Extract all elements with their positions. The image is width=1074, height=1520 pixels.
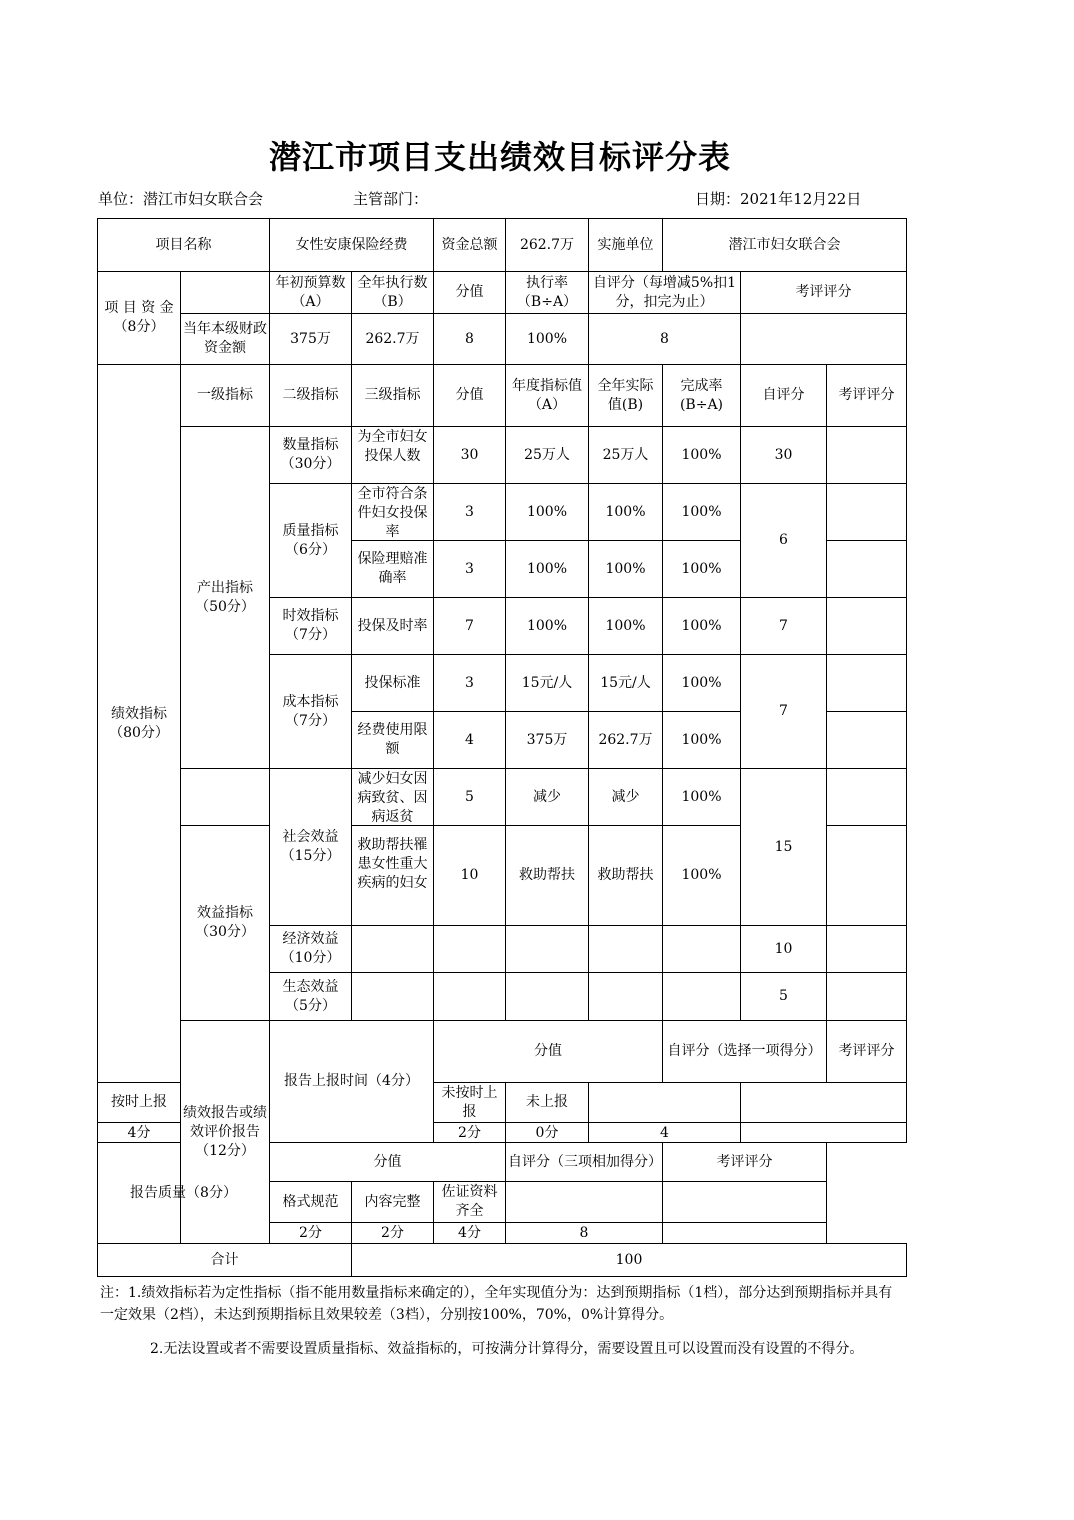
perf-review xyxy=(827,926,907,973)
perf-l3: 投保及时率 xyxy=(352,598,434,655)
report-qv-content: 2分 xyxy=(352,1223,434,1244)
perf-h-l1: 一级指标 xyxy=(181,365,270,427)
project-row xyxy=(98,219,907,272)
perf-l3-text: 救助帮扶罹患女性重大疾病的妇女 xyxy=(357,836,428,891)
funds-h-self: 自评分（每增减5%扣1分，扣完为止） xyxy=(589,272,741,314)
table-row xyxy=(98,769,907,826)
perf-review xyxy=(827,484,907,541)
dept-label: 主管部门： xyxy=(353,190,429,208)
note-2: 2.无法设置或者不需要设置质量指标、效益指标的，可按满分计算得分，需要设置且可以设置而没有设置的不得分。 xyxy=(150,1341,864,1357)
perf-l1-blank xyxy=(181,769,270,826)
perf-l2: 生态效益（5分） xyxy=(270,973,352,1021)
perf-score xyxy=(434,973,506,1021)
report-opt-ontime: 按时上报 xyxy=(98,1083,181,1123)
perf-l2: 社会效益（15分） xyxy=(270,769,352,926)
report-q-content: 内容完整 xyxy=(352,1182,434,1223)
perf-target: 375万 xyxy=(506,712,589,769)
report-time-h-score: 分值 xyxy=(434,1021,663,1083)
report-val-late: 2分 xyxy=(434,1123,506,1143)
perf-score: 30 xyxy=(434,427,506,484)
perf-self: 15 xyxy=(741,769,827,926)
perf-rate: 100% xyxy=(663,655,741,712)
impl-unit: 潜江市妇女联合会 xyxy=(663,219,907,272)
funds-self: 8 xyxy=(589,314,741,365)
report-time-review-blank xyxy=(741,1083,907,1123)
project-name: 女性安康保险经费 xyxy=(270,219,434,272)
perf-score: 7 xyxy=(434,598,506,655)
perf-review xyxy=(827,769,907,826)
perf-review xyxy=(827,427,907,484)
perf-review xyxy=(827,826,907,926)
funds-score: 8 xyxy=(434,314,506,365)
perf-l3 xyxy=(352,484,434,541)
score-table xyxy=(97,218,907,1277)
perf-target xyxy=(506,973,589,1021)
perf-h-score: 分值 xyxy=(434,365,506,427)
perf-self: 7 xyxy=(741,655,827,769)
perf-self: 5 xyxy=(741,973,827,1021)
perf-review xyxy=(827,973,907,1021)
report-time-header-row xyxy=(98,1021,907,1083)
perf-review xyxy=(827,598,907,655)
funds-row-label: 当年本级财政资金额 xyxy=(181,314,270,365)
funds-blank xyxy=(181,272,270,314)
date-label: 日期：2021年12月22日 xyxy=(695,190,862,208)
perf-score: 10 xyxy=(434,826,506,926)
perf-rate xyxy=(663,973,741,1021)
report-quality-label: 报告质量（8分） xyxy=(98,1143,270,1244)
perf-target: 25万人 xyxy=(506,427,589,484)
perf-l3-text: 为全市妇女投保人数 xyxy=(357,429,428,464)
perf-rate: 100% xyxy=(663,769,741,826)
perf-actual: 救助帮扶 xyxy=(589,826,663,926)
report-q-format: 格式规范 xyxy=(270,1182,352,1223)
table-row xyxy=(98,427,907,484)
perf-l3: 保险理赔准确率 xyxy=(352,541,434,598)
perf-h-self: 自评分 xyxy=(741,365,827,427)
page-title: 潜江市项目支出绩效目标评分表 xyxy=(268,138,731,176)
perf-review xyxy=(827,712,907,769)
report-quality-h-self: 自评分（三项相加得分） xyxy=(506,1143,663,1182)
perf-score: 3 xyxy=(434,484,506,541)
perf-header-row xyxy=(98,365,907,427)
funds-h-exec: 全年执行数（B） xyxy=(352,272,434,314)
funds-value-row xyxy=(98,314,907,365)
perf-l2: 质量指标（6分） xyxy=(270,484,352,598)
report-quality-h-review: 考评评分 xyxy=(663,1143,827,1182)
perf-actual: 15元/人 xyxy=(589,655,663,712)
perf-self: 10 xyxy=(741,926,827,973)
report-time-h-self: 自评分（选择一项得分） xyxy=(663,1021,827,1083)
report-quality-self: 8 xyxy=(506,1223,663,1244)
perf-score: 4 xyxy=(434,712,506,769)
funds-header-row xyxy=(98,272,907,314)
perf-l3 xyxy=(352,973,434,1021)
project-name-label: 项目名称 xyxy=(98,219,270,272)
total-value: 100 xyxy=(352,1244,907,1277)
perf-self: 30 xyxy=(741,427,827,484)
perf-rate: 100% xyxy=(663,598,741,655)
perf-target: 15元/人 xyxy=(506,655,589,712)
perf-target: 救助帮扶 xyxy=(506,826,589,926)
perf-rate: 100% xyxy=(663,712,741,769)
perf-h-l3: 三级指标 xyxy=(352,365,434,427)
perf-review xyxy=(827,655,907,712)
perf-rate: 100% xyxy=(663,541,741,598)
perf-h-l2: 二级指标 xyxy=(270,365,352,427)
perf-target: 减少 xyxy=(506,769,589,826)
perf-self: 7 xyxy=(741,598,827,655)
perf-l3-text: 全市符合条件妇女投保率 xyxy=(357,486,428,539)
perf-review xyxy=(827,541,907,598)
report-label: 绩效报告或绩效评价报告（12分） xyxy=(181,1021,270,1244)
impl-label: 实施单位 xyxy=(589,219,663,272)
output-label: 产出指标（50分） xyxy=(181,427,270,769)
funds-exec: 262.7万 xyxy=(352,314,434,365)
report-q-evidence: 佐证资料齐全 xyxy=(434,1182,506,1223)
perf-score: 5 xyxy=(434,769,506,826)
funds-h-rate: 执行率（B÷A） xyxy=(506,272,589,314)
perf-rate: 100% xyxy=(663,427,741,484)
perf-l3: 经费使用限额 xyxy=(352,712,434,769)
report-qv-evidence: 4分 xyxy=(434,1223,506,1244)
perf-h-rate: 完成率(B÷A) xyxy=(663,365,741,427)
perf-l3-text: 减少妇女因病致贫、因病返贫 xyxy=(357,771,428,824)
perf-actual: 100% xyxy=(589,541,663,598)
total-label: 资金总额 xyxy=(434,219,506,272)
perf-h-target: 年度指标值（A） xyxy=(506,365,589,427)
perf-score xyxy=(434,926,506,973)
perf-target: 100% xyxy=(506,484,589,541)
total-value: 262.7万 xyxy=(506,219,589,272)
report-time-review xyxy=(741,1123,907,1143)
perf-target xyxy=(506,926,589,973)
perf-actual xyxy=(589,926,663,973)
report-time-h-review: 考评评分 xyxy=(827,1021,907,1083)
perf-l2: 数量指标（30分） xyxy=(270,427,352,484)
report-time-self-blank xyxy=(589,1083,741,1123)
perf-l3 xyxy=(352,427,434,484)
total-label: 合计 xyxy=(98,1244,352,1277)
report-val-ontime: 4分 xyxy=(98,1123,181,1143)
funds-budget: 375万 xyxy=(270,314,352,365)
perf-l2: 时效指标（7分） xyxy=(270,598,352,655)
perf-actual: 262.7万 xyxy=(589,712,663,769)
perf-actual xyxy=(589,973,663,1021)
perf-l3 xyxy=(352,826,434,926)
perf-l2: 成本指标（7分） xyxy=(270,655,352,769)
perf-h-review: 考评评分 xyxy=(827,365,907,427)
report-val-none: 0分 xyxy=(506,1123,589,1143)
perf-h-actual: 全年实际值(B) xyxy=(589,365,663,427)
report-quality-h-score: 分值 xyxy=(270,1143,506,1182)
report-qv-format: 2分 xyxy=(270,1223,352,1244)
perf-rate: 100% xyxy=(663,484,741,541)
perf-self: 6 xyxy=(741,484,827,598)
perf-score: 3 xyxy=(434,541,506,598)
report-quality-review-blank xyxy=(663,1182,827,1223)
report-time-self: 4 xyxy=(589,1123,741,1143)
report-opt-none: 未上报 xyxy=(506,1083,589,1123)
perf-score: 3 xyxy=(434,655,506,712)
funds-h-review: 考评评分 xyxy=(741,272,907,314)
perf-l3 xyxy=(352,769,434,826)
unit-label: 单位：潜江市妇女联合会 xyxy=(98,190,264,208)
report-quality-review xyxy=(663,1223,827,1244)
perf-label: 绩效指标（80分） xyxy=(98,365,181,1083)
perf-actual: 25万人 xyxy=(589,427,663,484)
funds-h-score: 分值 xyxy=(434,272,506,314)
report-quality-self-blank xyxy=(506,1182,663,1223)
total-row xyxy=(98,1244,907,1277)
report-time-label: 报告上报时间（4分） xyxy=(270,1021,434,1143)
benefit-label: 效益指标（30分） xyxy=(181,826,270,1021)
perf-target: 100% xyxy=(506,598,589,655)
perf-l3: 投保标准 xyxy=(352,655,434,712)
perf-l3 xyxy=(352,926,434,973)
report-opt-late: 未按时上报 xyxy=(434,1083,506,1123)
funds-label: 项 目 资 金（8分） xyxy=(98,272,181,365)
perf-rate: 100% xyxy=(663,826,741,926)
note-1: 注：1.绩效指标若为定性指标（指不能用数量指标来确定的），全年实现值分为：达到预期指标（1档），部分达到预期指标并具有一定效果（2档），未达到预期指标且效果较差（3档），分别按100%，70%，0%计算得分。 xyxy=(100,1285,893,1323)
funds-review xyxy=(741,314,907,365)
perf-actual: 减少 xyxy=(589,769,663,826)
funds-rate: 100% xyxy=(506,314,589,365)
perf-target: 100% xyxy=(506,541,589,598)
perf-rate xyxy=(663,926,741,973)
perf-actual: 100% xyxy=(589,484,663,541)
funds-h-budget: 年初预算数（A） xyxy=(270,272,352,314)
perf-actual: 100% xyxy=(589,598,663,655)
perf-l2: 经济效益（10分） xyxy=(270,926,352,973)
